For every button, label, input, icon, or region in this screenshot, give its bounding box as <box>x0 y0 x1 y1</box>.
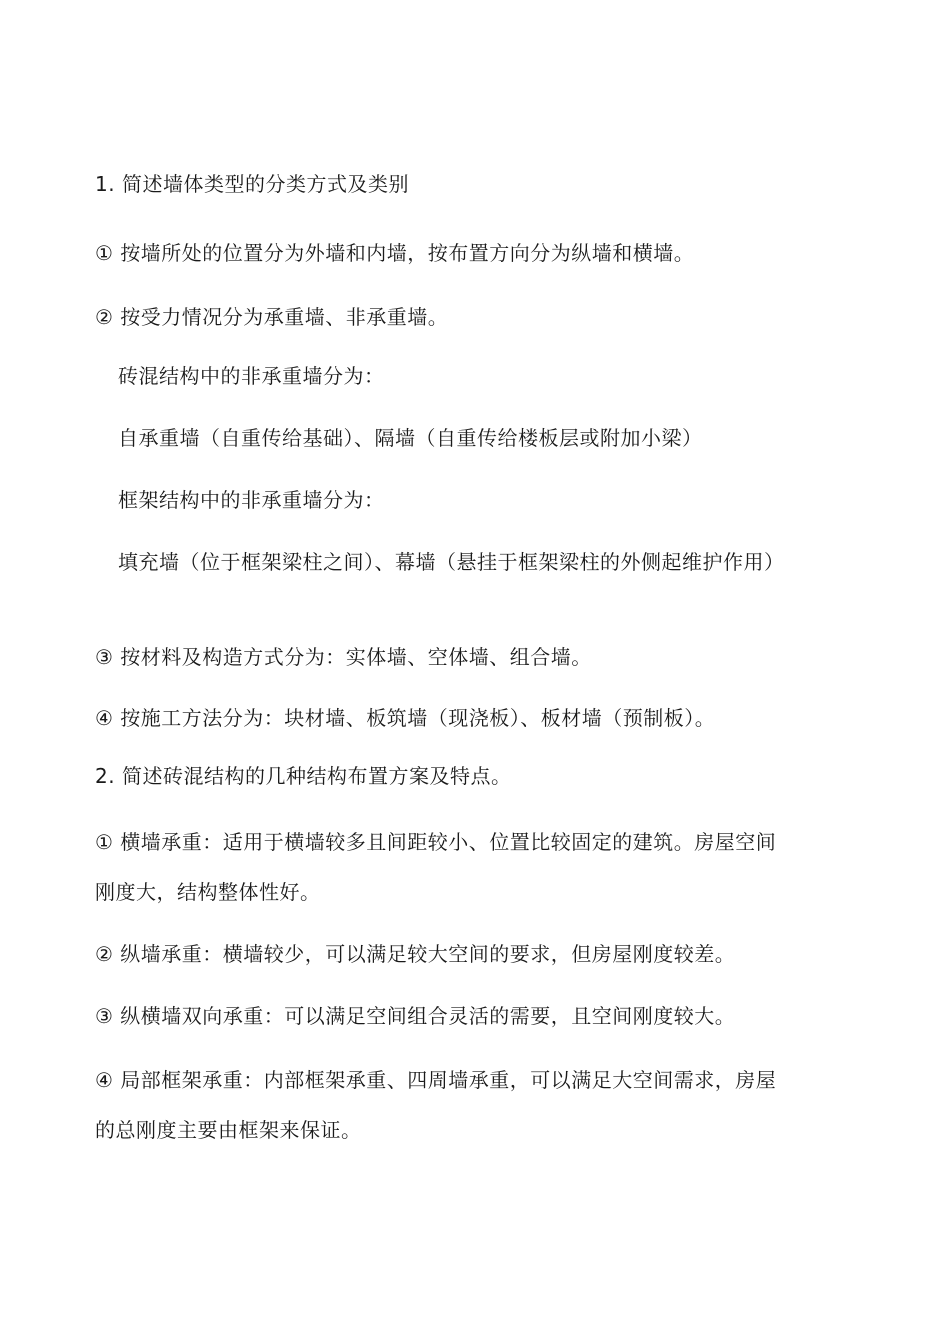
section-1-item-3: ③ 按材料及构造方式分为：实体墙、空体墙、组合墙。 <box>95 645 592 669</box>
section-1-subheading-frame: 框架结构中的非承重墙分为： <box>118 488 385 512</box>
section-1-heading: 1. 简述墙体类型的分类方式及类别 <box>95 172 409 196</box>
section-1-item-4: ④ 按施工方法分为：块材墙、板筑墙（现浇板）、板材墙（预制板）。 <box>95 706 716 730</box>
section-1-subitem-brick: 自承重墙（自重传给基础）、隔墙（自重传给楼板层或附加小梁） <box>118 426 703 450</box>
section-2-item-4-cont: 的总刚度主要由框架来保证。 <box>95 1118 362 1142</box>
section-2-item-1: ① 横墙承重：适用于横墙较多且间距较小、位置比较固定的建筑。房屋空间 <box>95 830 777 854</box>
section-2-item-3: ③ 纵横墙双向承重：可以满足空间组合灵活的需要，且空间刚度较大。 <box>95 1004 736 1028</box>
section-1-subheading-brick: 砖混结构中的非承重墙分为： <box>118 364 385 388</box>
section-2-heading: 2. 简述砖混结构的几种结构布置方案及特点。 <box>95 764 512 788</box>
section-1-item-2: ② 按受力情况分为承重墙、非承重墙。 <box>95 305 449 329</box>
section-1-subitem-frame: 填充墙（位于框架梁柱之间）、幕墙（悬挂于框架梁柱的外侧起维护作用） <box>118 550 785 574</box>
section-1-item-1: ① 按墙所处的位置分为外墙和内墙，按布置方向分为纵墙和横墙。 <box>95 241 695 265</box>
section-2-item-4: ④ 局部框架承重：内部框架承重、四周墙承重，可以满足大空间需求，房屋 <box>95 1068 777 1092</box>
section-2-item-1-cont: 刚度大，结构整体性好。 <box>95 880 321 904</box>
section-2-item-2: ② 纵墙承重：横墙较少，可以满足较大空间的要求，但房屋刚度较差。 <box>95 942 736 966</box>
